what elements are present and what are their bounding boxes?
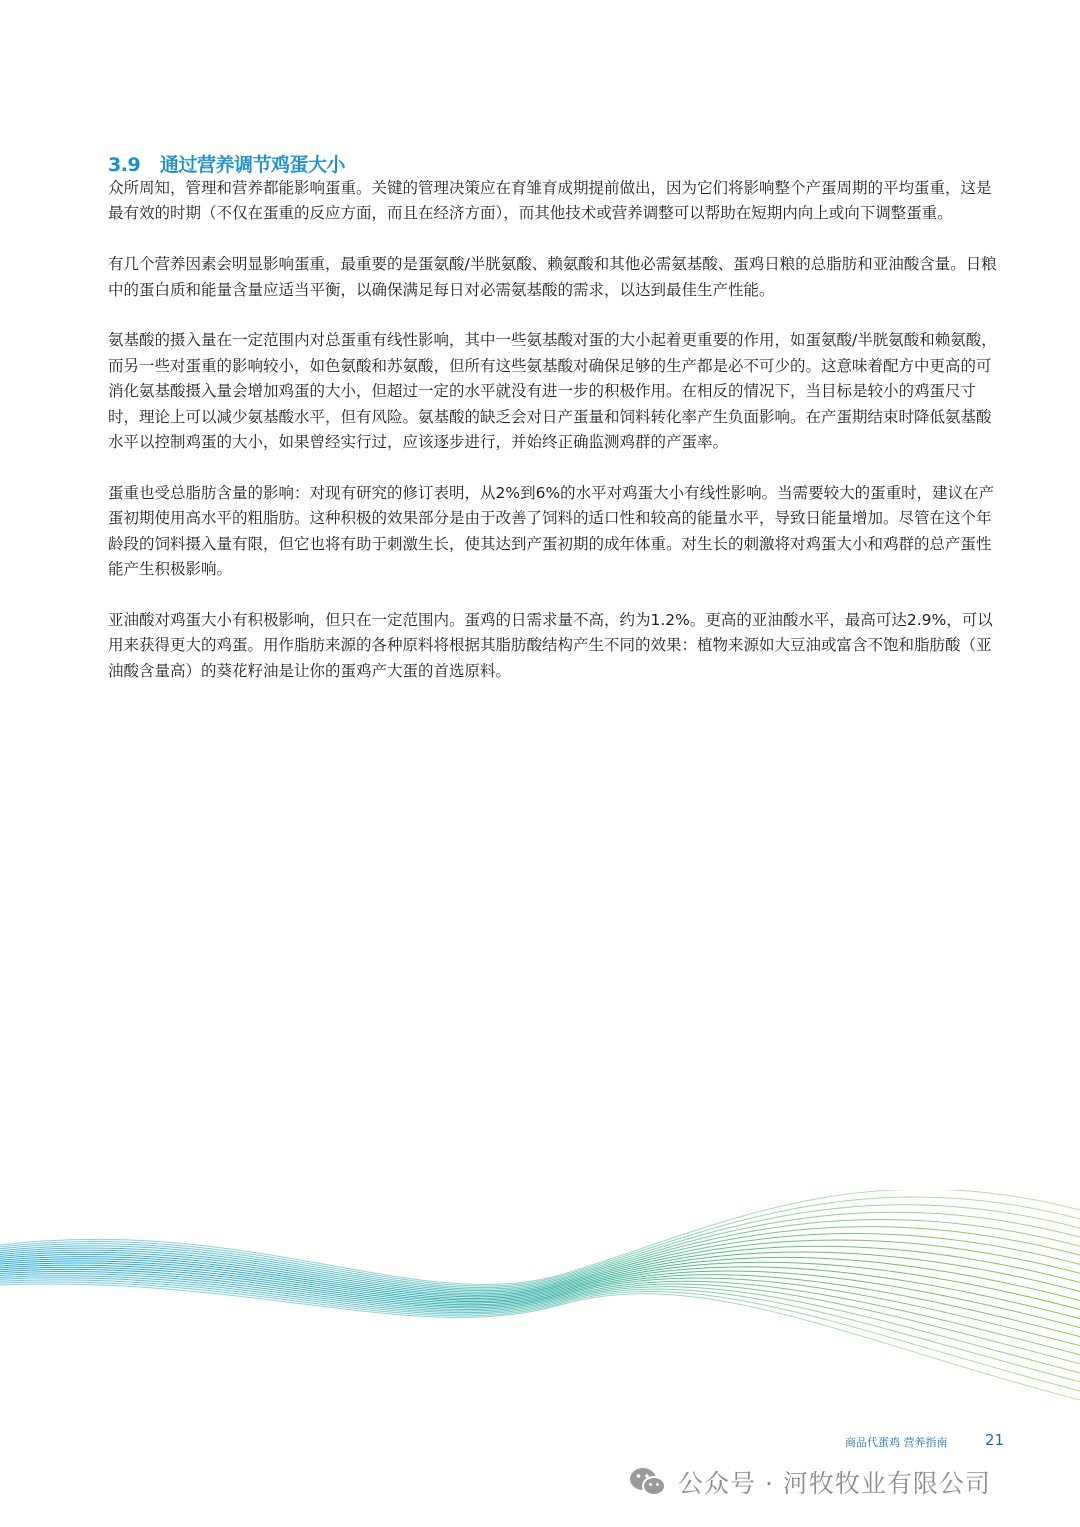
decorative-wave-lines: [0, 1190, 1080, 1430]
paragraph: 蛋重也受总脂肪含量的影响：对现有研究的修订表明，从2%到6%的水平对鸡蛋大小有线性影响。当需要较大的蛋重时，建议在产蛋初期使用高水平的粗脂肪。这种积极的效果部分是由于改善了饲料的适口性和较高的能量水平，导致日能量增加。尽管在这个年龄段的饲料摄入量有限，但它也将有助于刺激生长，使其达到产蛋初期的成年体重。对生长的刺激将对鸡蛋大小和鸡群的总产蛋性能产生积极影响。: [108, 483, 995, 579]
wave-line: [0, 1278, 1080, 1373]
body-text: [108, 176, 998, 709]
section-heading: [108, 150, 345, 177]
watermark: [628, 1464, 991, 1500]
page-number: 21: [985, 1431, 1005, 1449]
section-number: 3.9: [108, 154, 141, 176]
wave-line: [0, 1257, 1080, 1300]
paragraph: 有几个营养因素会明显影响蛋重，最重要的是蛋氨酸/半胱氨酸、赖氨酸和其他必需氨基酸、蛋鸡日粮的总脂肪和亚油酸含量。日粮中的蛋白质和能量含量应适当平衡，以确保满足每日对必需氨基酸的需求，以达到最佳生产性能。: [108, 255, 997, 299]
footer-title: 商品代蛋鸡 营养指南: [845, 1436, 948, 1449]
watermark-text: 公众号 · 河牧牧业有限公司: [678, 1469, 991, 1498]
wechat-icon: [628, 1465, 668, 1499]
paragraph: 亚油酸对鸡蛋大小有积极影响，但只在一定范围内。蛋鸡的日需求量不高，约为1.2%。更高的亚油酸水平，最高可达2.9%，可以用来获得更大的鸡蛋。用作脂肪来源的各种原料将根据其脂肪酸结构产生不同的效果：植物来源如大豆油或富含不饱和脂肪酸（亚油酸含量高）的葵花籽油是让你的蛋鸡产大蛋的首选原料。: [108, 610, 993, 680]
paragraph: 氨基酸的摄入量在一定范围内对总蛋重有线性影响，其中一些氨基酸对蛋的大小起着更重要的作用，如蛋氨酸/半胱氨酸和赖氨酸，而另一些对蛋重的影响较小，如色氨酸和苏氨酸，但所有这些氨基酸对确保足够的生产都是必不可少的。这意味着配方中更高的可消化氨基酸摄入量会增加鸡蛋的大小，但超过一定的水平就没有进一步的积极作用。在相反的情况下，当目标是较小的鸡蛋尺寸时，理论上可以减少氨基酸水平，但有风险。氨基酸的缺乏会对日产蛋量和饲料转化率产生负面影响。在产蛋期结束时降低氨基酸水平以控制鸡蛋的大小，如果曾经实行过，应该逐步进行，并始终正确监测鸡群的产蛋率。: [108, 331, 997, 452]
paragraph: 众所周知，管理和营养都能影响蛋重。关键的管理决策应在育雏育成期提前做出，因为它们将影响整个产蛋周期的平均蛋重，这是最有效的时期（不仅在蛋重的反应方面，而且在经济方面），而其他技术或营养调整可以帮助在短期内向上或向下调整蛋重。: [108, 179, 992, 223]
section-title: 通过营养调节鸡蛋大小: [160, 154, 346, 176]
